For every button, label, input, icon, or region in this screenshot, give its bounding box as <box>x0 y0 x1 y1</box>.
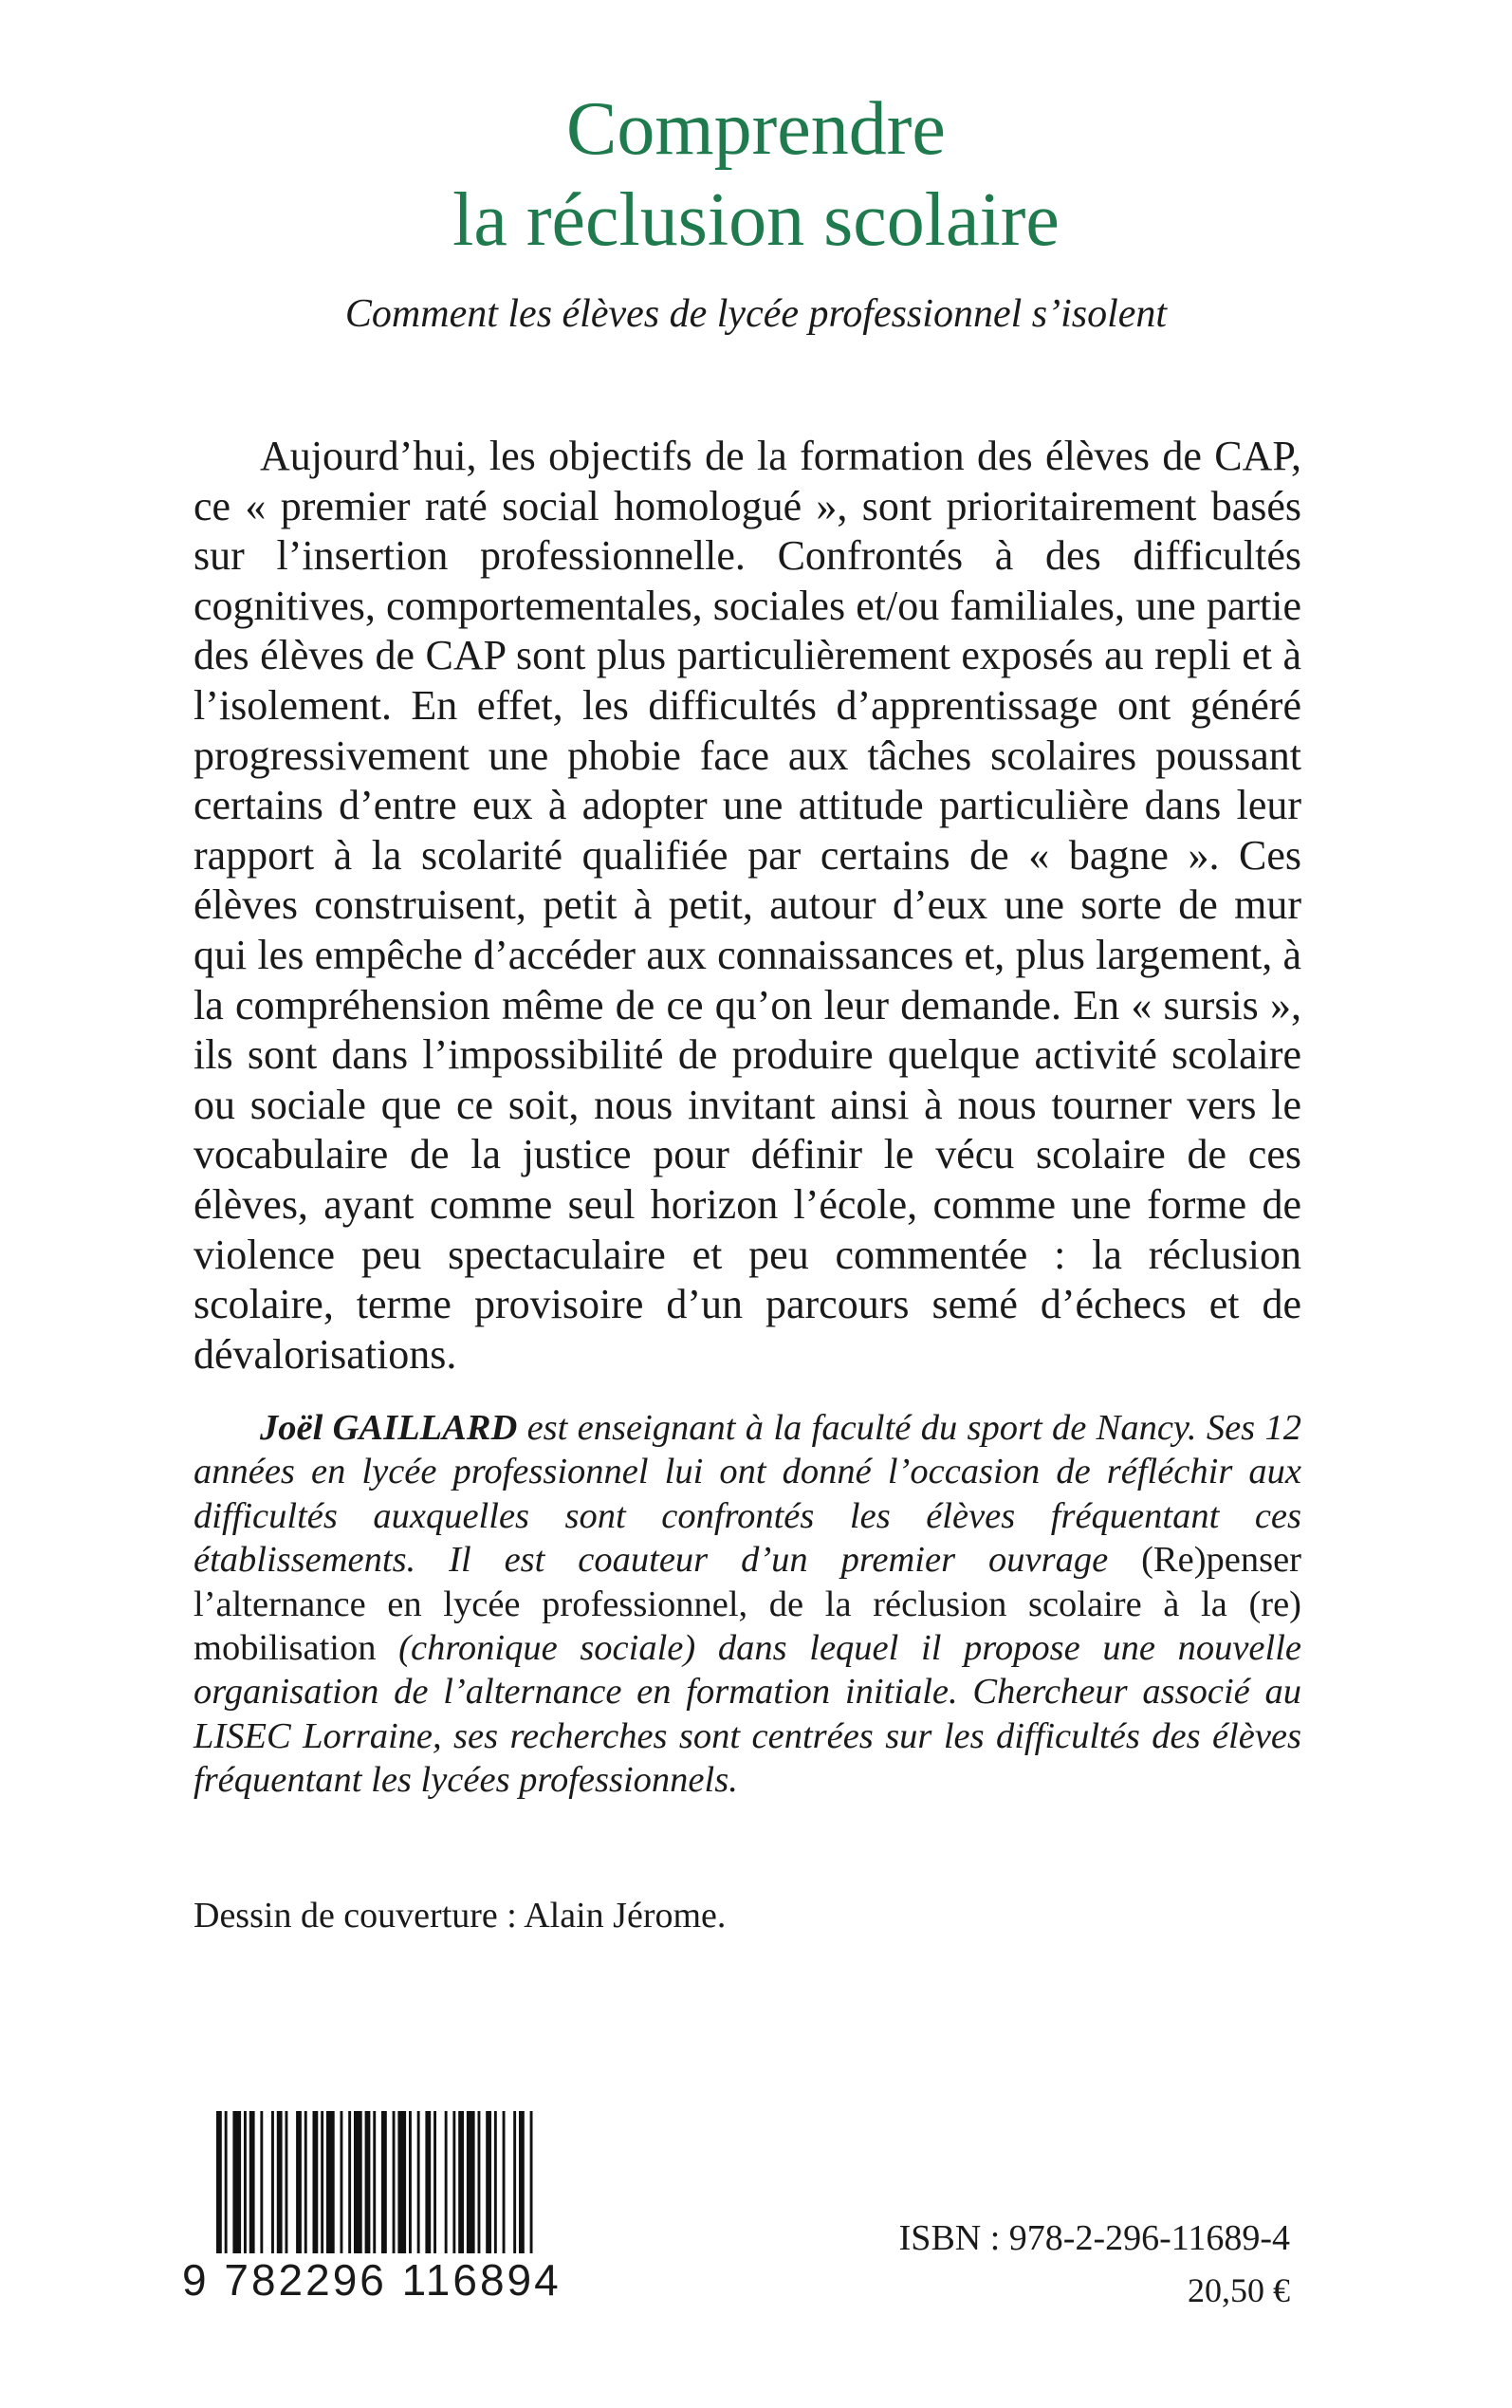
summary-paragraph: Aujourd’hui, les objectifs de la formation des élèves de CAP, ce « premier raté social homologué », sont prioritairement basés sur l’insertion professionnelle. Confrontés à des difficultés cognitives, comportementales, sociales et/ou familiales, une partie des élèves de CAP sont plus particulièrement exposés au repli et à l’isolement. En effet, les difficultés d’apprentissage ont généré progressivement une phobie face aux tâches scolaires poussant certains d’entre eux à adopter une attitude particulière dans leur rapport à la scolarité qualifiée par certains de « bagne ». Ces élèves construisent, petit à petit, autour d’eux une sorte de mur qui les empêche d’accéder aux connaissances et, plus largement, à la compréhension même de ce qu’on leur demande. En « sursis », ils sont dans l’impossibilité de produire quelque activité scolaire ou sociale que ce soit, nous invitant ainsi à nous tourner vers le vocabulaire de la justice pour définir le vécu scolaire de ces élèves, ayant comme seul horizon l’école, comme une forme de violence peu spectaculaire et peu commentée : la réclusion scolaire, terme provisoire d’un parcours semé d’échecs et de dévalorisations. <box>194 433 1301 1378</box>
barcode-bar <box>271 2111 274 2253</box>
author-bio <box>194 1406 1301 1803</box>
author-name: Joël GAILLARD <box>260 1408 518 1448</box>
cover-credit: Dessin de couverture : Alain Jérome. <box>194 1896 727 1936</box>
barcode-bar <box>486 2111 491 2253</box>
barcode-bar <box>467 2111 475 2253</box>
barcode-bar <box>296 2111 302 2253</box>
barcode-bar <box>393 2111 396 2253</box>
barcode-bar <box>409 2111 412 2253</box>
isbn: ISBN : 978-2-296-11689-4 <box>898 2218 1290 2258</box>
book-subtitle: Comment les élèves de lycée professionnel s’isolent <box>344 292 1168 336</box>
barcode-bar <box>530 2111 533 2253</box>
book-title-line-1: Comprendre <box>566 87 946 171</box>
author-bio-part-1: est enseignant à la faculté du sport de Nancy. Ses 12 années en lycée professionnel lui ont donné l’occasion de réfléchir aux difficultés auxquelles sont confrontés les élèves fréquentant ces établissements. Il est coauteur d’un premier ouvrage <box>194 1408 1301 1581</box>
barcode-bar <box>373 2111 376 2253</box>
barcode-bar <box>313 2111 319 2253</box>
barcode-bars <box>216 2111 581 2253</box>
barcode-bar <box>304 2111 307 2253</box>
barcode-bar <box>249 2111 255 2253</box>
barcode-bar <box>225 2111 228 2253</box>
barcode-bar <box>478 2111 481 2253</box>
barcode-bar <box>321 2111 323 2253</box>
barcode-bar <box>348 2111 351 2253</box>
barcode-bar <box>326 2111 335 2253</box>
barcode-bar <box>381 2111 387 2253</box>
barcode-bar <box>433 2111 436 2253</box>
barcode-bar <box>341 2111 343 2253</box>
barcode-digits: 9 782296 116894 <box>182 2255 562 2305</box>
barcode-bar <box>216 2111 222 2253</box>
barcode-bar <box>397 2111 406 2253</box>
barcode-bar <box>494 2111 497 2253</box>
barcode <box>182 2111 581 2310</box>
barcode-bar <box>277 2111 283 2253</box>
barcode-bar <box>244 2111 247 2253</box>
price: 20,50 € <box>1188 2271 1290 2309</box>
barcode-bar <box>513 2111 516 2253</box>
barcode-bar <box>452 2111 455 2253</box>
barcode-bar <box>354 2111 362 2253</box>
author-bio-part-2: (chronique sociale) dans lequel il propose une nouvelle organisation de l’alternance en formation initiale. Chercheur associé au LISEC Lorraine, ses recherches sont centrées sur les difficultés des élèves fréquentant les lycées professionnels. <box>194 1628 1301 1801</box>
book-title <box>0 83 1512 266</box>
barcode-bar <box>503 2111 506 2253</box>
barcode-bar <box>260 2111 263 2253</box>
barcode-bar <box>458 2111 464 2253</box>
barcode-bar <box>425 2111 431 2253</box>
previous-book-title: (Re)penser l’alternance en lycée professionnel, de la réclusion scolaire à la (re) mobilisation <box>194 1540 1301 1669</box>
barcode-bar <box>417 2111 420 2253</box>
barcode-bar <box>519 2111 525 2253</box>
book-title-line-2: la réclusion scolaire <box>452 178 1060 262</box>
barcode-bar <box>286 2111 288 2253</box>
barcode-bar <box>365 2111 371 2253</box>
barcode-bar <box>232 2111 241 2253</box>
barcode-bar <box>445 2111 448 2253</box>
